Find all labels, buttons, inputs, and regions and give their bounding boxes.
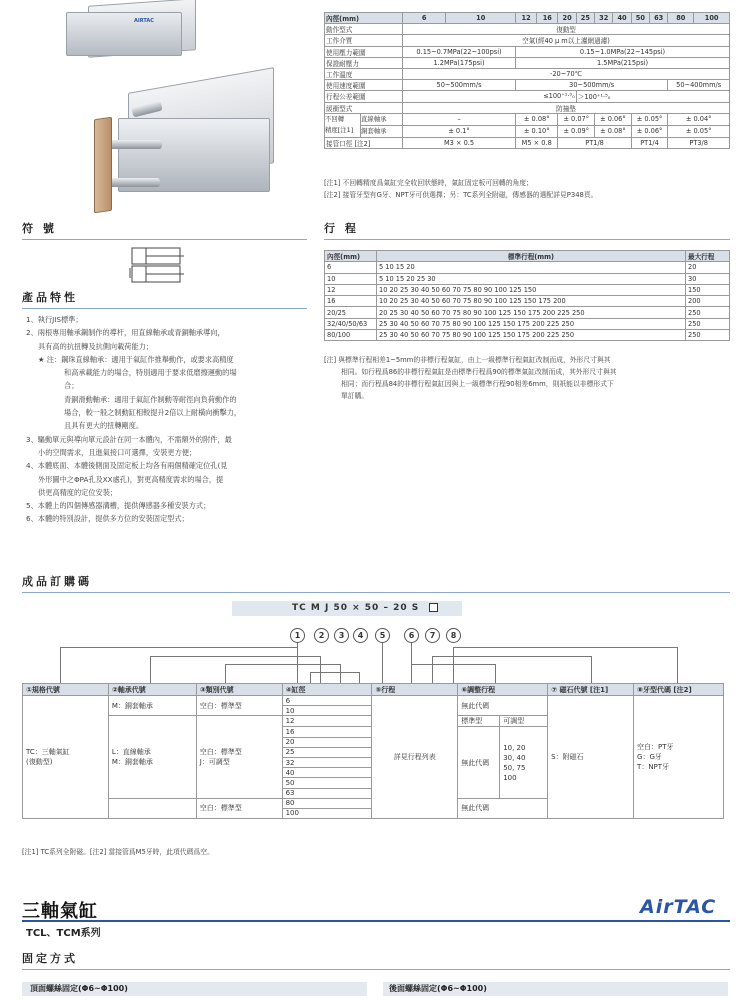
spec-cell: – (403, 113, 516, 125)
stroke-header: 最大行程 (686, 251, 730, 262)
spec-col: 6 (403, 13, 446, 24)
stroke-max: 30 (686, 273, 730, 284)
table-row (325, 307, 730, 318)
stroke-max: 20 (686, 262, 730, 273)
order-table (22, 683, 724, 819)
brand-logo: AirTAC (640, 896, 717, 918)
type-mid: 空白：標準型 J：可調型 (196, 716, 282, 798)
spec-col: 63 (650, 13, 668, 24)
spec-cell: ± 0.04° (668, 113, 730, 125)
spec-row-label: 使用壓力範圍 (325, 46, 403, 57)
type-top: 空白：標準型 (196, 696, 282, 716)
feature-item: 小的空間需求，且進氣接口可選擇，安裝更方便； (38, 447, 197, 457)
bearing-bot (108, 798, 196, 818)
feature-item: 場合，較一般之制動缸相較提升2倍以上耐橫向衝擊力， (64, 408, 242, 418)
spec-col: 50 (631, 13, 649, 24)
feature-item: 青銅滑動軸承：適用于氣缸作制動等耐徑向負荷動作的 (64, 394, 237, 404)
stroke-bore: 6 (325, 262, 377, 273)
spec-row-label: 工作介質 (325, 35, 403, 46)
feature-item: ★ 注：鋼珠直線軸承：適用于氣缸作推舉動作，或要求高精度 (38, 354, 234, 364)
feature-item: 供更高精度的定位安裝； (38, 487, 118, 497)
adj-var: 可調型 (500, 716, 548, 727)
stroke-bore: 32/40/50/63 (325, 318, 377, 329)
stroke-bore: 10 (325, 273, 377, 284)
spec-cell: ± 0.05° (668, 125, 730, 137)
order-header: ①規格代號 (23, 684, 109, 696)
table-row (325, 296, 730, 307)
section-title-order: 成品訂購碼 (22, 573, 730, 593)
fix-top-label: 頂面螺絲固定(Φ6~Φ100) (22, 982, 367, 996)
spec-cell: ± 0.08° (516, 113, 558, 125)
stroke-bore: 80/100 (325, 330, 377, 341)
spec-notes (324, 177, 734, 201)
type-bot: 空白：標準型 (196, 798, 282, 818)
section-title-fixing: 固定方式 (22, 950, 730, 970)
feature-item: 6、本體的特別設計，提供多方位的安裝固定型式； (26, 514, 189, 524)
precision-label (325, 113, 403, 137)
spec-col: 16 (537, 13, 558, 24)
stroke-max: 150 (686, 284, 730, 295)
precision-label-bottom: 精度[注1] (325, 125, 354, 134)
magnet-cell: S：附磁石 (548, 696, 634, 819)
stroke-header: 內徑(mm) (325, 251, 377, 262)
stroke-std: 10 20 25 30 40 50 60 70 75 80 90 100 125 150 175 200 (377, 296, 686, 307)
spec-col: 10 (446, 13, 516, 24)
spec-row-label: 保證耐壓力 (325, 57, 403, 68)
order-header: ⑦ 磁石代號 [注1] (548, 684, 634, 696)
order-header: ⑤行程 (372, 684, 458, 696)
adj-values: 10, 20 30, 40 50, 75 100 (500, 727, 548, 798)
spec-row-label: 緩衝型式 (325, 102, 403, 113)
order-circle: 3 (334, 628, 349, 643)
stroke-note-line: [注] 與標準行程相差1~5mm的非標行程氣缸，由上一級標準行程氣缸改制而成，外形尺寸與其 (324, 356, 611, 364)
table-row (325, 330, 730, 341)
spec-header-label: 內徑(mm) (325, 13, 403, 24)
fix-rear-label: 後面螺絲固定(Φ6~Φ100) (383, 982, 728, 996)
stroke-std: 25 30 40 50 60 70 75 80 90 100 125 150 175 200 225 250 (377, 330, 686, 341)
stroke-max: 200 (686, 296, 730, 307)
spec-cell: M3 × 0.5 (403, 137, 516, 148)
bearing-top: M：銅套軸承 (108, 696, 196, 716)
spec-cell: PT1/4 (631, 137, 668, 148)
spec-row-label: 接管口徑 [注2] (325, 137, 403, 148)
order-code: TC M J 50 × 50 – 20 S (292, 603, 420, 613)
bore-cell: 20 (282, 737, 372, 747)
features-list (26, 313, 316, 526)
stroke-note (324, 354, 734, 402)
adj-none-bot: 無此代碼 (458, 798, 548, 818)
spec-cell: 1.2MPa(175psi) (403, 57, 516, 68)
spec-note: [注2] 接管牙型有G牙、NPT牙可供選擇；另：TC系列全附磁，傳感器的選配詳見P348頁。 (324, 191, 598, 199)
adj-none-cell: 無此代碼 (458, 696, 548, 716)
spec-cell: ＞100⁺¹·⁵₀ (576, 91, 729, 102)
stroke-std: 25 30 40 50 60 70 75 80 90 100 125 150 175 200 225 250 (377, 318, 686, 329)
spec-note: [注1] 不回轉精度爲氣缸完全收回狀態時，氣缸固定板可回轉的角度； (324, 179, 533, 187)
spec-cell: 0.15~1.0MPa(22~145psi) (516, 46, 730, 57)
feature-item: 4、本體底面、本體後側面及固定板上均各有兩個精確定位孔(見 (26, 461, 228, 471)
precision-bushing-label: 銅套軸承 (361, 126, 387, 135)
order-circle: 5 (375, 628, 390, 643)
precision-linear-label: 直線軸承 (361, 114, 402, 126)
order-circle: 8 (446, 628, 461, 643)
feature-item: 和高承載能力的場合，特別適用于要求低磨擦運動的場 (64, 368, 237, 378)
title-divider (22, 920, 730, 922)
table-row (325, 284, 730, 295)
bore-cell: 25 (282, 747, 372, 757)
order-circle: 1 (290, 628, 305, 643)
spec-cell: 0.15~0.7MPa(22~100psi) (403, 46, 516, 57)
spec-col: 25 (576, 13, 594, 24)
stroke-max: 250 (686, 318, 730, 329)
order-circle: 6 (404, 628, 419, 643)
stroke-bore: 12 (325, 284, 377, 295)
spec-col: 40 (613, 13, 631, 24)
order-code-line (232, 601, 462, 616)
feature-item: 合； (64, 381, 79, 391)
feature-item: 5、本體上的四個傳感器溝槽，提供傳感器多種安裝方式； (26, 501, 211, 511)
connector-line (382, 643, 383, 683)
bore-cell: 63 (282, 788, 372, 798)
stroke-max: 250 (686, 330, 730, 341)
spec-cell: PT1/8 (558, 137, 631, 148)
spec-row-label: 動作型式 (325, 24, 403, 35)
spec-cell: M5 × 0.8 (516, 137, 558, 148)
spec-cell: 復動型 (403, 24, 730, 35)
order-header: ③類別代號 (196, 684, 282, 696)
stroke-note-line: 單訂購。 (341, 392, 369, 400)
table-row (325, 262, 730, 273)
spec-col: 12 (516, 13, 537, 24)
section-title-symbol: 符 號 (22, 220, 307, 240)
section-title-stroke: 行 程 (324, 220, 730, 240)
order-header: ④缸徑 (282, 684, 372, 696)
order-header: ⑥調整行程 (458, 684, 548, 696)
bore-cell: 40 (282, 768, 372, 778)
order-circle: 2 (314, 628, 329, 643)
stroke-std: 5 10 15 20 25 30 (377, 273, 686, 284)
spec-cell: PT3/8 (668, 137, 730, 148)
section-title-features: 產品特性 (22, 289, 307, 309)
spec-cell: ± 0.08° (595, 125, 632, 137)
bore-cell: 100 (282, 808, 372, 818)
feature-item: 1、執行JIS標準； (26, 315, 83, 324)
spec-cell: -20~70℃ (403, 68, 730, 79)
cylinder-symbol-icon (128, 244, 186, 286)
spec-cell: 50~400mm/s (668, 80, 730, 91)
spec-row-label: 使用速度範圍 (325, 80, 403, 91)
stroke-header: 標準行程(mm) (377, 251, 686, 262)
bore-cell: 32 (282, 757, 372, 767)
adj-std-none: 無此代碼 (458, 727, 500, 798)
photo-brand-label: AIRTAC (134, 18, 154, 24)
feature-item: 具有高的抗扭轉及抗側向載荷能力； (38, 341, 154, 351)
stroke-std: 20 25 30 40 50 60 70 75 80 90 100 125 150 175 200 225 250 (377, 307, 686, 318)
stroke-std: 5 10 15 20 (377, 262, 686, 273)
thread-cell: 空白：PT牙 G：G牙 T：NPT牙 (634, 696, 724, 819)
spec-row-label: 行程公差範圍 (325, 91, 403, 102)
stroke-note-line: 相同。如行程爲86的非標行程氣缸是由標準行程爲90的標準氣缸改制而成，其外形尺寸與其 (341, 368, 617, 376)
spec-cell: 1.5MPa(215psi) (516, 57, 730, 68)
spec-cell: ± 0.06° (595, 113, 632, 125)
stroke-cell: 詳見行程列表 (372, 696, 458, 819)
spec-cell: 30~500mm/s (516, 80, 668, 91)
connector-line (453, 647, 678, 683)
bore-cell: 10 (282, 706, 372, 716)
spec-col: 80 (668, 13, 694, 24)
bore-cell: 80 (282, 798, 372, 808)
feature-item: 且具有更大的扭轉剛度。 (64, 421, 144, 431)
spec-cell: ≤100⁺¹·⁰₀ (403, 91, 577, 102)
page-title: 三軸氣缸 (22, 901, 98, 922)
adj-std: 標準型 (458, 716, 500, 727)
table-row (325, 273, 730, 284)
stroke-table (324, 250, 730, 341)
stroke-max: 250 (686, 307, 730, 318)
stroke-bore: 16 (325, 296, 377, 307)
bore-cell: 50 (282, 778, 372, 788)
page-subtitle: TCL、TCM系列 (26, 928, 101, 939)
stroke-note-line: 相同；而行程爲84的非標行程氣缸因與上一級標準行程90相差6mm，則祇能以非標形式下 (341, 380, 614, 388)
spec-row-label: 工作溫度 (325, 68, 403, 79)
order-header: ②軸承代號 (108, 684, 196, 696)
feature-item: 2、兩根專用軸承鋼制作的導杆，用直線軸承或青銅軸承導向， (26, 328, 225, 338)
table-row (325, 318, 730, 329)
spec-cell: ± 0.05° (631, 113, 668, 125)
stroke-std: 10 20 25 30 40 50 60 70 75 80 90 100 125 150 (377, 284, 686, 295)
spec-cell: ± 0.06° (631, 125, 668, 137)
bore-cell: 12 (282, 716, 372, 727)
order-code-box (429, 603, 438, 612)
spec-cell: ± 0.09° (558, 125, 595, 137)
precision-label-top: 不回轉 (325, 114, 345, 123)
spec-cell: ± 0.07° (558, 113, 595, 125)
spec-col: 20 (558, 13, 576, 24)
bearing-mid: L：直線軸承 M：銅套軸承 (108, 716, 196, 798)
order-note: [注1] TC系列全附磁。[注2] 當接管爲M5牙時，此項代碼爲空。 (22, 848, 214, 856)
spec-cell: 50~500mm/s (403, 80, 516, 91)
spec-cell: 空氣(經40 μ m以上濾網過濾) (403, 35, 730, 46)
feature-item: 外形圖中之ΦPA孔及XX處孔)，對更高精度需求的場合，提 (38, 474, 224, 484)
order-circle: 4 (353, 628, 368, 643)
connector-line (310, 672, 360, 683)
spec-table (324, 12, 730, 149)
order-circle: 7 (425, 628, 440, 643)
spec-cell: ± 0.10° (516, 125, 558, 137)
feature-item: 3、驅動單元與導向單元設計在同一本體內，不需額外的附件，最 (26, 434, 232, 444)
spec-col: 100 (694, 13, 730, 24)
spec-cell: ± 0.1° (403, 125, 516, 137)
bore-cell: 16 (282, 727, 372, 737)
order-header: ⑧牙型代碼 [注2] (634, 684, 724, 696)
spec-col: 32 (595, 13, 613, 24)
spec-cell: 防撞墊 (403, 102, 730, 113)
spec-code-cell: TC：三軸氣缸 (復動型) (23, 696, 109, 819)
stroke-bore: 20/25 (325, 307, 377, 318)
bore-cell: 6 (282, 696, 372, 706)
